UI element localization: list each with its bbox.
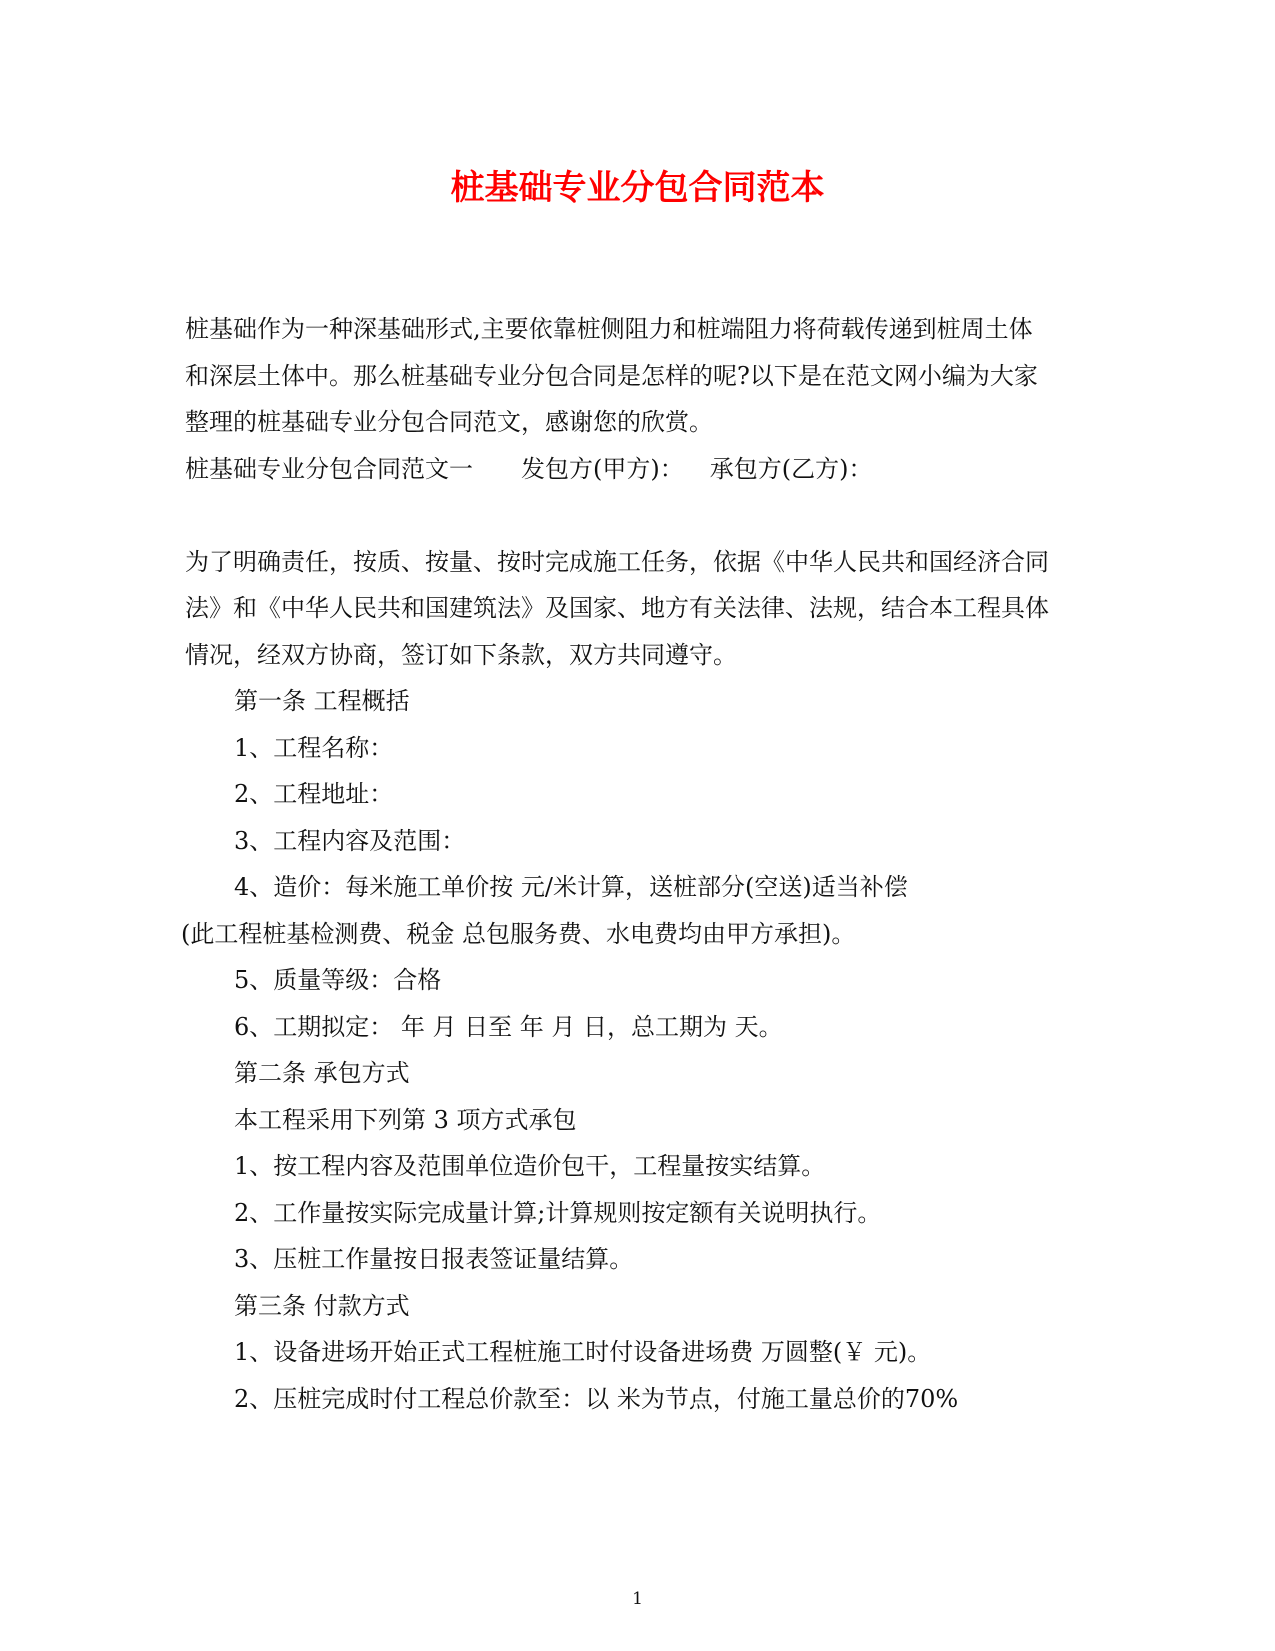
preamble-line-3: 情况，经双方协商，签订如下条款，双方共同遵守。 (185, 641, 737, 669)
sample-name: 桩基础专业分包合同范文一 (185, 455, 473, 483)
party-a-label: 发包方(甲方)： (521, 455, 684, 483)
intro-line-3: 整理的桩基础专业分包合同范文，感谢您的欣赏。 (185, 408, 713, 436)
intro-line-1: 桩基础作为一种深基础形式,主要依靠桩侧阻力和桩端阻力将荷载传递到桩周土体 (185, 315, 1033, 343)
page-number: 1 (632, 1589, 643, 1609)
intro-line-2: 和深层土体中。那么桩基础专业分包合同是怎样的呢?以下是在范文网小编为大家 (185, 362, 1038, 390)
article2-heading: 第二条 承包方式 (234, 1059, 410, 1087)
document-title: 桩基础专业分包合同范本 (450, 168, 825, 208)
article3-item2: 2、压桩完成时付工程总价款至：以 米为节点，付施工量总价的70% (234, 1385, 959, 1413)
article1-item2: 2、工程地址： (234, 780, 394, 808)
party-b-label: 承包方(乙方)： (709, 455, 873, 483)
sample-heading-line (185, 453, 872, 485)
article1-item1: 1、工程名称： (234, 734, 394, 762)
preamble-line-2: 法》和《中华人民共和国建筑法》及国家、地方有关法律、法规，结合本工程具体 (185, 594, 1049, 622)
article2-item2: 2、工作量按实际完成量计算;计算规则按定额有关说明执行。 (234, 1199, 882, 1227)
article3-item1: 1、设备进场开始正式工程桩施工时付设备进场费 万圆整(￥ 元)。 (234, 1338, 932, 1366)
article1-item5: 5、质量等级：合格 (234, 966, 442, 994)
article2-intro: 本工程采用下列第 3 项方式承包 (234, 1106, 577, 1134)
article2-item3: 3、压桩工作量按日报表签证量结算。 (234, 1245, 634, 1273)
article1-item4-continuation: (此工程桩基检测费、税金 总包服务费、水电费均由甲方承担)。 (181, 920, 856, 948)
article1-item3: 3、工程内容及范围： (234, 827, 466, 855)
preamble-line-1: 为了明确责任，按质、按量、按时完成施工任务，依据《中华人民共和国经济合同 (185, 548, 1049, 576)
article3-heading: 第三条 付款方式 (234, 1292, 410, 1320)
article1-item6: 6、工期拟定： 年 月 日至 年 月 日，总工期为 天。 (234, 1013, 783, 1041)
article2-item1: 1、按工程内容及范围单位造价包干，工程量按实结算。 (234, 1152, 826, 1180)
article1-heading: 第一条 工程概括 (234, 687, 410, 715)
article1-item4: 4、造价：每米施工单价按 元/米计算，送桩部分(空送)适当补偿 (234, 873, 908, 901)
